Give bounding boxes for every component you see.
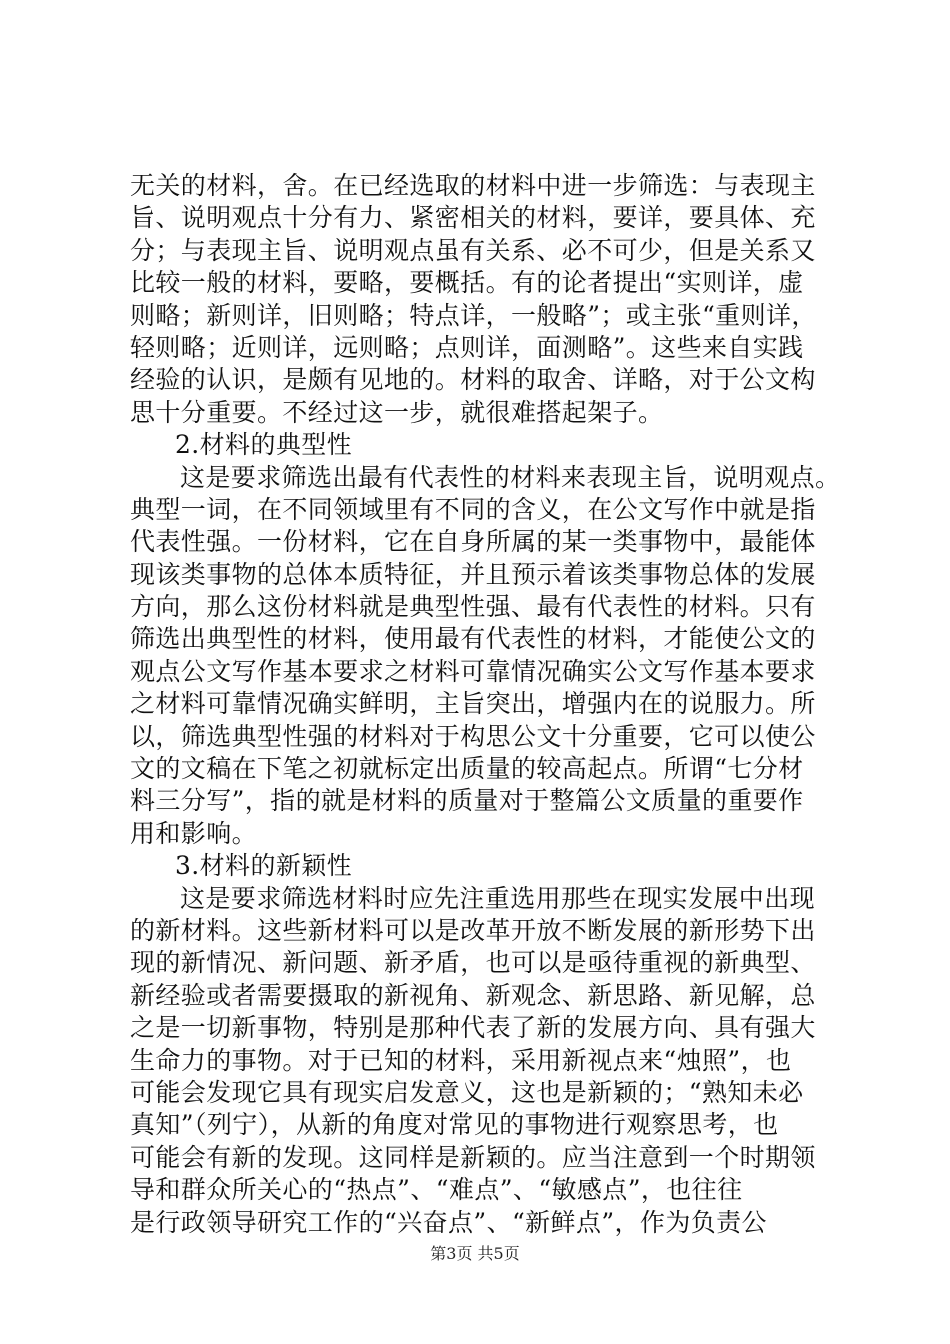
text-line: 文的文稿在下笔之初就标定出质量的较高起点。所谓“七分材 bbox=[130, 754, 804, 784]
text-line: 料三分写”，指的就是材料的质量对于整篇公文质量的重要作 bbox=[130, 786, 804, 816]
section-heading: 3.材料的新颖性 bbox=[175, 851, 353, 881]
text-line: 这是要求筛选出最有代表性的材料来表现主旨，说明观点。 bbox=[180, 462, 841, 492]
text-line: 以，筛选典型性强的材料对于构思公文十分重要，它可以使公 bbox=[130, 721, 816, 751]
text-line: 这是要求筛选材料时应先注重选用那些在现实发展中出现 bbox=[180, 883, 816, 913]
text-line: 的新材料。这些新材料可以是改革开放不断发展的新形势下出 bbox=[130, 915, 816, 945]
text-line: 导和群众所关心的“热点”、“难点”、“敏感点”，也往往 bbox=[130, 1175, 743, 1205]
text-line: 可能会有新的发现。这同样是新颖的。应当注意到一个时期领 bbox=[130, 1142, 816, 1172]
text-line: 之是一切新事物，特别是那种代表了新的发展方向、具有强大 bbox=[130, 1013, 816, 1043]
text-line: 可能会发现它具有现实启发意义，这也是新颖的；“熟知未必 bbox=[130, 1077, 804, 1107]
text-line: 现的新情况、新问题、新矛盾，也可以是亟待重视的新典型、 bbox=[130, 948, 816, 978]
text-line: 方向，那么这份材料就是典型性强、最有代表性的材料。只有 bbox=[130, 592, 816, 622]
text-line: 典型一词，在不同领域里有不同的含义，在公文写作中就是指 bbox=[130, 494, 816, 524]
section-heading: 2.材料的典型性 bbox=[175, 430, 353, 460]
text-line: 真知”（列宁），从新的角度对常见的事物进行观察思考，也 bbox=[130, 1110, 779, 1140]
text-line: 思十分重要。不经过这一步，就很难搭起架子。 bbox=[130, 397, 664, 427]
text-line: 新经验或者需要摄取的新视角、新观念、新思路、新见解，总 bbox=[130, 980, 816, 1010]
text-line: 代表性强。一份材料，它在自身所属的某一类事物中，最能体 bbox=[130, 527, 816, 557]
text-line: 现该类事物的总体本质特征，并且预示着该类事物总体的发展 bbox=[130, 559, 816, 589]
text-line: 是行政领导研究工作的“兴奋点”、“新鲜点”，作为负责公 bbox=[130, 1207, 767, 1237]
document-body bbox=[130, 170, 850, 1239]
text-line: 用和影响。 bbox=[130, 818, 258, 848]
text-line: 分；与表现主旨、说明观点虽有关系、必不可少，但是关系又 bbox=[130, 235, 816, 265]
text-line: 轻则略；近则详，远则略；点则详，面测略”。这些来自实践 bbox=[130, 332, 804, 362]
text-line: 筛选出典型性的材料，使用最有代表性的材料，才能使公文的 bbox=[130, 624, 816, 654]
text-line: 则略；新则详，旧则略；特点详，一般略”；或主张“重则详， bbox=[130, 300, 817, 330]
text-line: 比较一般的材料，要略，要概括。有的论者提出“实则详，虚 bbox=[130, 268, 804, 298]
text-line: 旨、说明观点十分有力、紧密相关的材料，要详，要具体、充 bbox=[130, 203, 816, 233]
text-line: 观点公文写作基本要求之材料可靠情况确实公文写作基本要求 bbox=[130, 656, 816, 686]
page-number: 第3页 共5页 bbox=[430, 1244, 520, 1263]
text-line: 之材料可靠情况确实鲜明，主旨突出，增强内在的说服力。所 bbox=[130, 689, 816, 719]
text-line: 生命力的事物。对于已知的材料，采用新视点来“烛照”，也 bbox=[130, 1045, 792, 1075]
text-line: 无关的材料，舍。在已经选取的材料中进一步筛选：与表现主 bbox=[130, 171, 816, 200]
text-line: 经验的认识，是颇有见地的。材料的取舍、详略，对于公文构 bbox=[130, 365, 816, 395]
